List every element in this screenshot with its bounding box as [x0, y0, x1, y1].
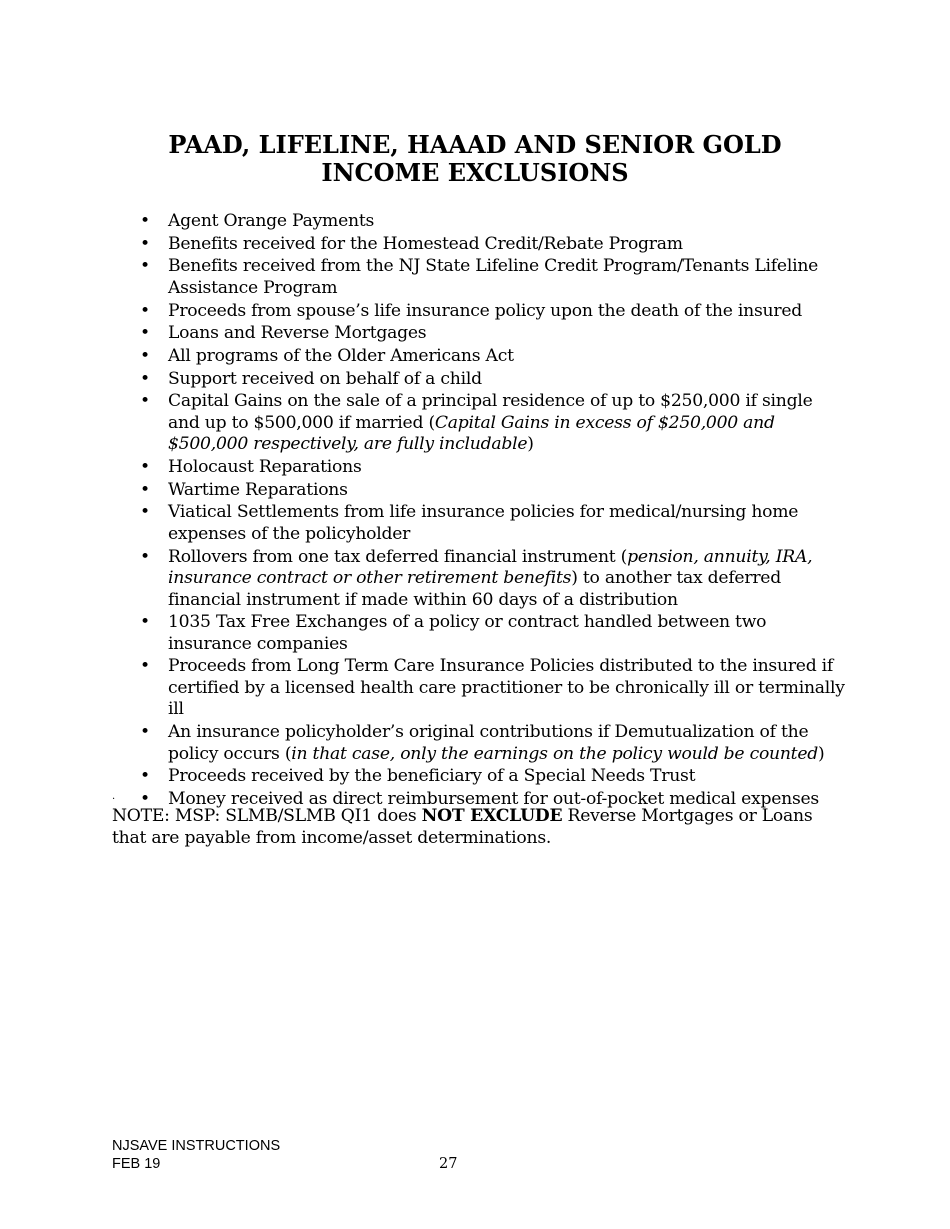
- bullet-icon: •: [140, 323, 150, 344]
- bullet-icon: •: [140, 256, 150, 277]
- exclusion-item: [112, 457, 847, 479]
- exclusion-item: [112, 301, 847, 323]
- note-prefix: NOTE: MSP: SLMB/SLMB QI1 does: [112, 806, 422, 826]
- exclusion-text: Proceeds from Long Term Care Insurance Policies distributed to the insured if certified by a licensed health care practitioner to be chronically ill or terminally ill: [168, 656, 845, 720]
- bullet-icon: •: [140, 789, 150, 809]
- note-emphasis: NOT EXCLUDE: [421, 806, 563, 826]
- exclusion-item: [112, 656, 847, 721]
- bullet-icon: •: [140, 300, 150, 321]
- exclusion-item: [112, 480, 847, 502]
- bullet-icon: •: [140, 368, 150, 389]
- exclusion-item: [112, 369, 847, 391]
- bullet-icon: •: [140, 656, 150, 677]
- exclusion-text: Proceeds from spouse’s life insurance policy upon the death of the insured: [168, 300, 802, 321]
- bullet-icon: •: [140, 479, 150, 500]
- exclusion-italic-text: Capital Gains in excess of $250,000 and $500,000 respectively, are fully includable: [168, 412, 775, 455]
- exclusion-item: [112, 323, 847, 345]
- footer-document-info: [112, 1137, 280, 1173]
- note-paragraph: [112, 806, 847, 849]
- exclusion-text: Support received on behalf of a child: [168, 368, 482, 389]
- stray-dot: .: [112, 791, 116, 802]
- exclusion-item: [112, 256, 847, 299]
- exclusion-text: Proceeds received by the beneficiary of a Special Needs Trust: [168, 766, 696, 787]
- exclusion-text: Wartime Reparations: [168, 479, 348, 500]
- bullet-icon: •: [140, 345, 150, 366]
- page-title: [0, 131, 950, 187]
- bullet-icon: •: [140, 546, 150, 567]
- exclusion-text: Agent Orange Payments: [168, 211, 375, 231]
- exclusion-item: [112, 612, 847, 655]
- exclusion-text-end: ): [527, 434, 534, 455]
- exclusion-item: [112, 211, 847, 233]
- bullet-icon: •: [140, 766, 150, 787]
- bullet-icon: •: [140, 612, 150, 633]
- exclusion-italic-text: in that case, only the earnings on the policy would be counted: [291, 743, 819, 764]
- exclusion-italic-text: pension, annuity, IRA, insurance contract or other retirement benefits: [168, 546, 813, 589]
- exclusion-item: [112, 346, 847, 368]
- bullet-icon: •: [140, 722, 150, 743]
- exclusion-text: Benefits received for the Homestead Credit/Rebate Program: [168, 233, 683, 254]
- page-title-line-1: PAAD, LIFELINE, HAAAD AND SENIOR GOLD: [168, 130, 782, 159]
- exclusion-text: Money received as direct reimbursement for out-of-pocket medical expenses: [168, 789, 820, 809]
- exclusion-text: Holocaust Reparations: [168, 457, 362, 477]
- exclusion-text: An insurance policyholder’s original contributions if Demutualization of the policy occurs (: [168, 722, 809, 764]
- exclusion-item: [112, 502, 847, 545]
- page-title-line-2: INCOME EXCLUSIONS: [321, 158, 629, 187]
- exclusion-text: Capital Gains on the sale of a principal residence of up to $250,000 if single and up to $500,000 if married (: [168, 391, 813, 433]
- footer-document-date: FEB 19: [112, 1156, 161, 1172]
- exclusion-text: Benefits received from the NJ State Lifeline Credit Program/Tenants Lifeline Assistance Program: [168, 256, 819, 298]
- footer-document-name: NJSAVE INSTRUCTIONS: [112, 1138, 281, 1154]
- exclusion-item: [112, 766, 847, 788]
- exclusion-item: [112, 722, 847, 765]
- bullet-icon: •: [140, 457, 150, 477]
- exclusion-text: 1035 Tax Free Exchanges of a policy or contract handled between two insurance companies: [168, 612, 767, 654]
- exclusion-text: Viatical Settlements from life insurance policies for medical/nursing home expenses of the policyholder: [168, 502, 799, 544]
- exclusion-item: [112, 547, 847, 612]
- bullet-icon: •: [140, 391, 150, 412]
- exclusion-item: [112, 234, 847, 256]
- page-number: 27: [439, 1156, 458, 1172]
- bullet-icon: •: [140, 233, 150, 254]
- note-suffix: Reverse Mortgages or Loans that are payable from income/asset determinations.: [112, 806, 813, 848]
- bullet-icon: •: [140, 502, 150, 523]
- exclusion-text-end: ): [818, 743, 825, 764]
- exclusion-text: Loans and Reverse Mortgages: [168, 323, 427, 344]
- bullet-icon: •: [140, 211, 150, 231]
- exclusion-text: All programs of the Older Americans Act: [168, 345, 514, 366]
- exclusion-list: [112, 211, 847, 812]
- exclusion-item: [112, 391, 847, 456]
- exclusion-text: Rollovers from one tax deferred financial instrument (: [168, 546, 628, 567]
- exclusion-text-end: ) to another tax deferred financial instrument if made within 60 days of a distribution: [168, 568, 781, 610]
